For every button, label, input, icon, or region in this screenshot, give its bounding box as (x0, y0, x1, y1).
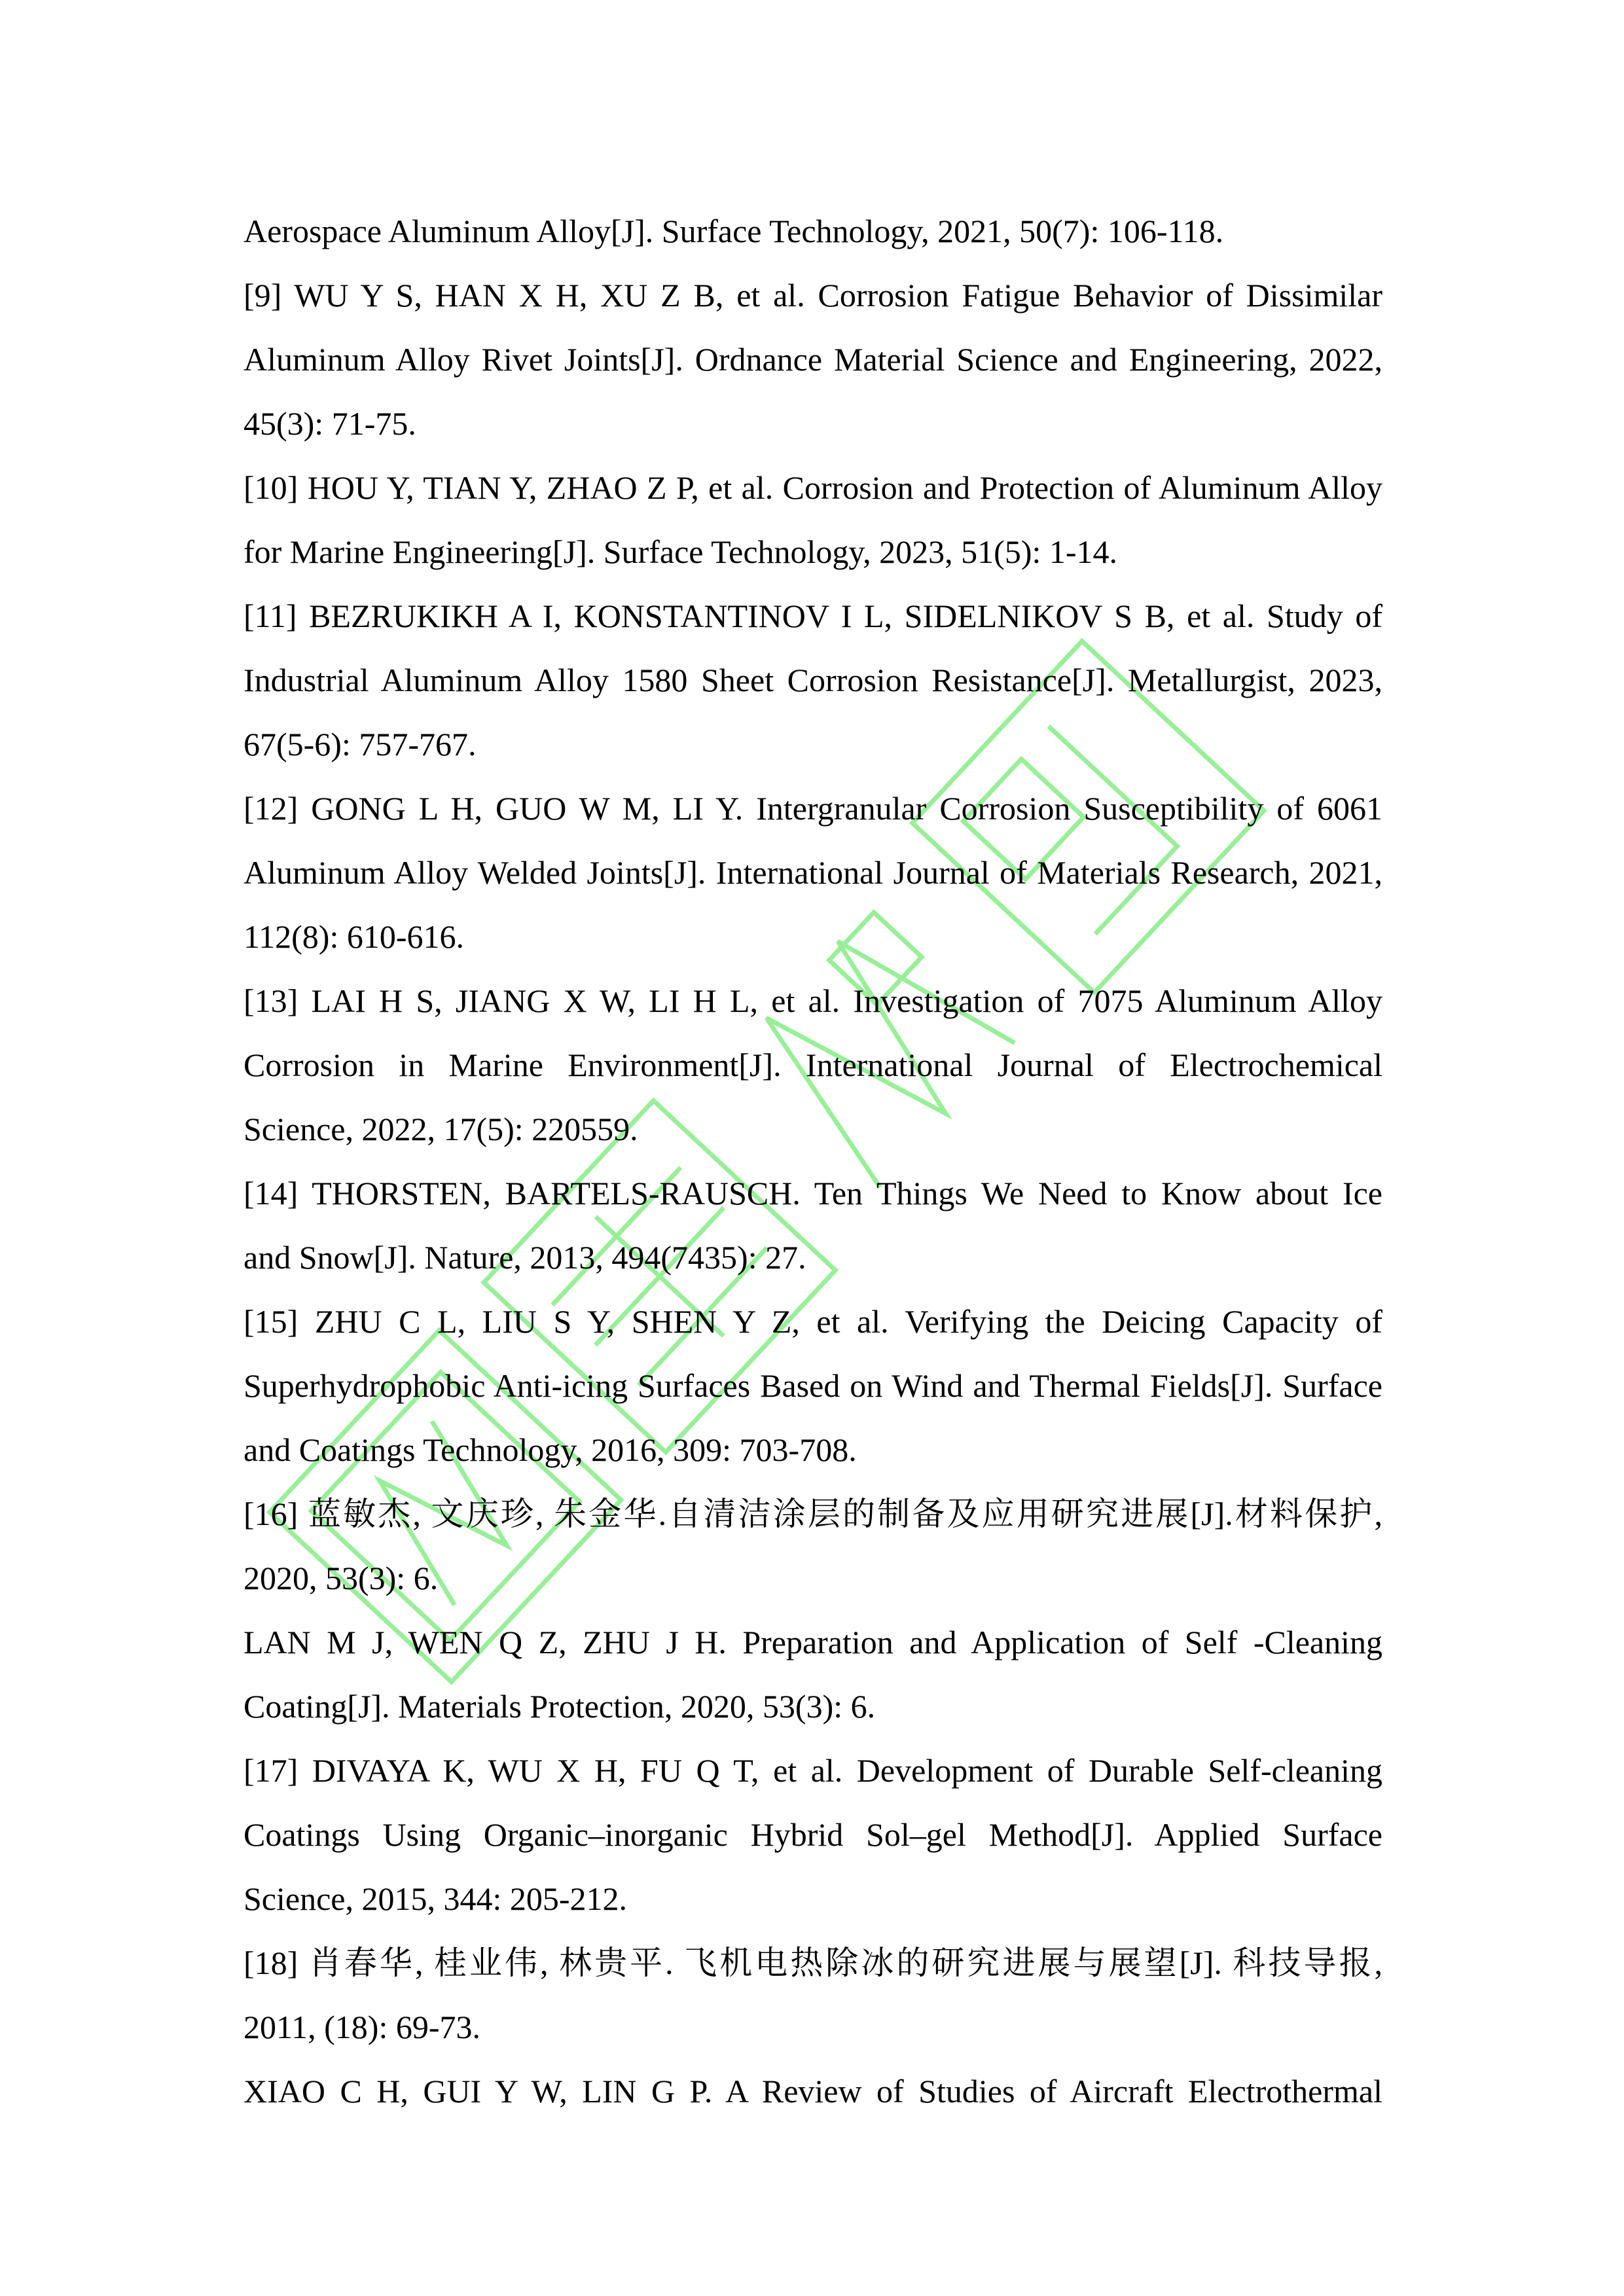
reference-line: [15] ZHU C L, LIU S Y, SHEN Y Z, et al. Verifying the Deicing Capacity of (244, 1303, 1382, 1340)
reference-line: [11] BEZRUKIKH A I, KONSTANTINOV I L, SIDELNIKOV S B, et al. Study of (244, 598, 1382, 634)
reference-line: Aerospace Aluminum Alloy[J]. Surface Technology, 2021, 50(7): 106-118. (244, 213, 1224, 249)
reference-line: and Snow[J]. Nature, 2013, 494(7435): 27. (244, 1239, 806, 1276)
reference-line: [13] LAI H S, JIANG X W, LI H L, et al. Investigation of 7075 Aluminum Alloy (244, 982, 1382, 1019)
reference-line: 2020, 53(3): 6. (244, 1560, 439, 1596)
reference-line: 112(8): 610-616. (244, 918, 464, 955)
reference-line: [9] WU Y S, HAN X H, XU Z B, et al. Corrosion Fatigue Behavior of Dissimilar (244, 277, 1382, 314)
reference-line: Science, 2015, 344: 205-212. (244, 1880, 628, 1917)
reference-line: [16] 蓝敏杰, 文庆珍, 朱金华.自清洁涂层的制备及应用研究进展[J].材料保护, (244, 1496, 1382, 1532)
reference-line: Aluminum Alloy Rivet Joints[J]. Ordnance Material Science and Engineering, 2022, (244, 341, 1382, 378)
reference-line: 45(3): 71-75. (244, 405, 416, 442)
reference-line: for Marine Engineering[J]. Surface Technology, 2023, 51(5): 1-14. (244, 533, 1118, 570)
reference-line: Aluminum Alloy Welded Joints[J]. International Journal of Materials Research, 2021, (244, 854, 1382, 891)
reference-line: LAN M J, WEN Q Z, ZHU J H. Preparation and Application of Self -Cleaning (244, 1624, 1382, 1660)
reference-line: [18] 肖春华, 桂业伟, 林贵平. 飞机电热除冰的研究进展与展望[J]. 科技导报, (244, 1945, 1382, 1981)
reference-line: [10] HOU Y, TIAN Y, ZHAO Z P, et al. Corrosion and Protection of Aluminum Alloy (244, 469, 1382, 506)
reference-line: 2011, (18): 69-73. (244, 2009, 480, 2045)
reference-line: Coatings Using Organic–inorganic Hybrid Sol–gel Method[J]. Applied Surface (244, 1816, 1382, 1853)
reference-line: [14] THORSTEN, BARTELS-RAUSCH. Ten Things We Need to Know about Ice (244, 1175, 1382, 1211)
reference-line: [17] DIVAYA K, WU X H, FU Q T, et al. Development of Durable Self-cleaning (244, 1752, 1382, 1789)
reference-line: Corrosion in Marine Environment[J]. International Journal of Electrochemical (244, 1047, 1382, 1083)
reference-line: XIAO C H, GUI Y W, LIN G P. A Review of Studies of Aircraft Electrothermal (244, 2073, 1382, 2109)
reference-line: and Coatings Technology, 2016, 309: 703-708. (244, 1431, 857, 1468)
reference-line: Industrial Aluminum Alloy 1580 Sheet Corrosion Resistance[J]. Metallurgist, 2023, (244, 662, 1382, 698)
references-text (244, 199, 1382, 2123)
reference-line: Coating[J]. Materials Protection, 2020, 53(3): 6. (244, 1688, 876, 1725)
reference-line: [12] GONG L H, GUO W M, LI Y. Intergranular Corrosion Susceptibility of 6061 (244, 790, 1382, 827)
reference-line: Superhydrophobic Anti-icing Surfaces Based on Wind and Thermal Fields[J]. Surface (244, 1367, 1382, 1404)
reference-line: Science, 2022, 17(5): 220559. (244, 1111, 638, 1147)
reference-line: 67(5-6): 757-767. (244, 726, 477, 762)
